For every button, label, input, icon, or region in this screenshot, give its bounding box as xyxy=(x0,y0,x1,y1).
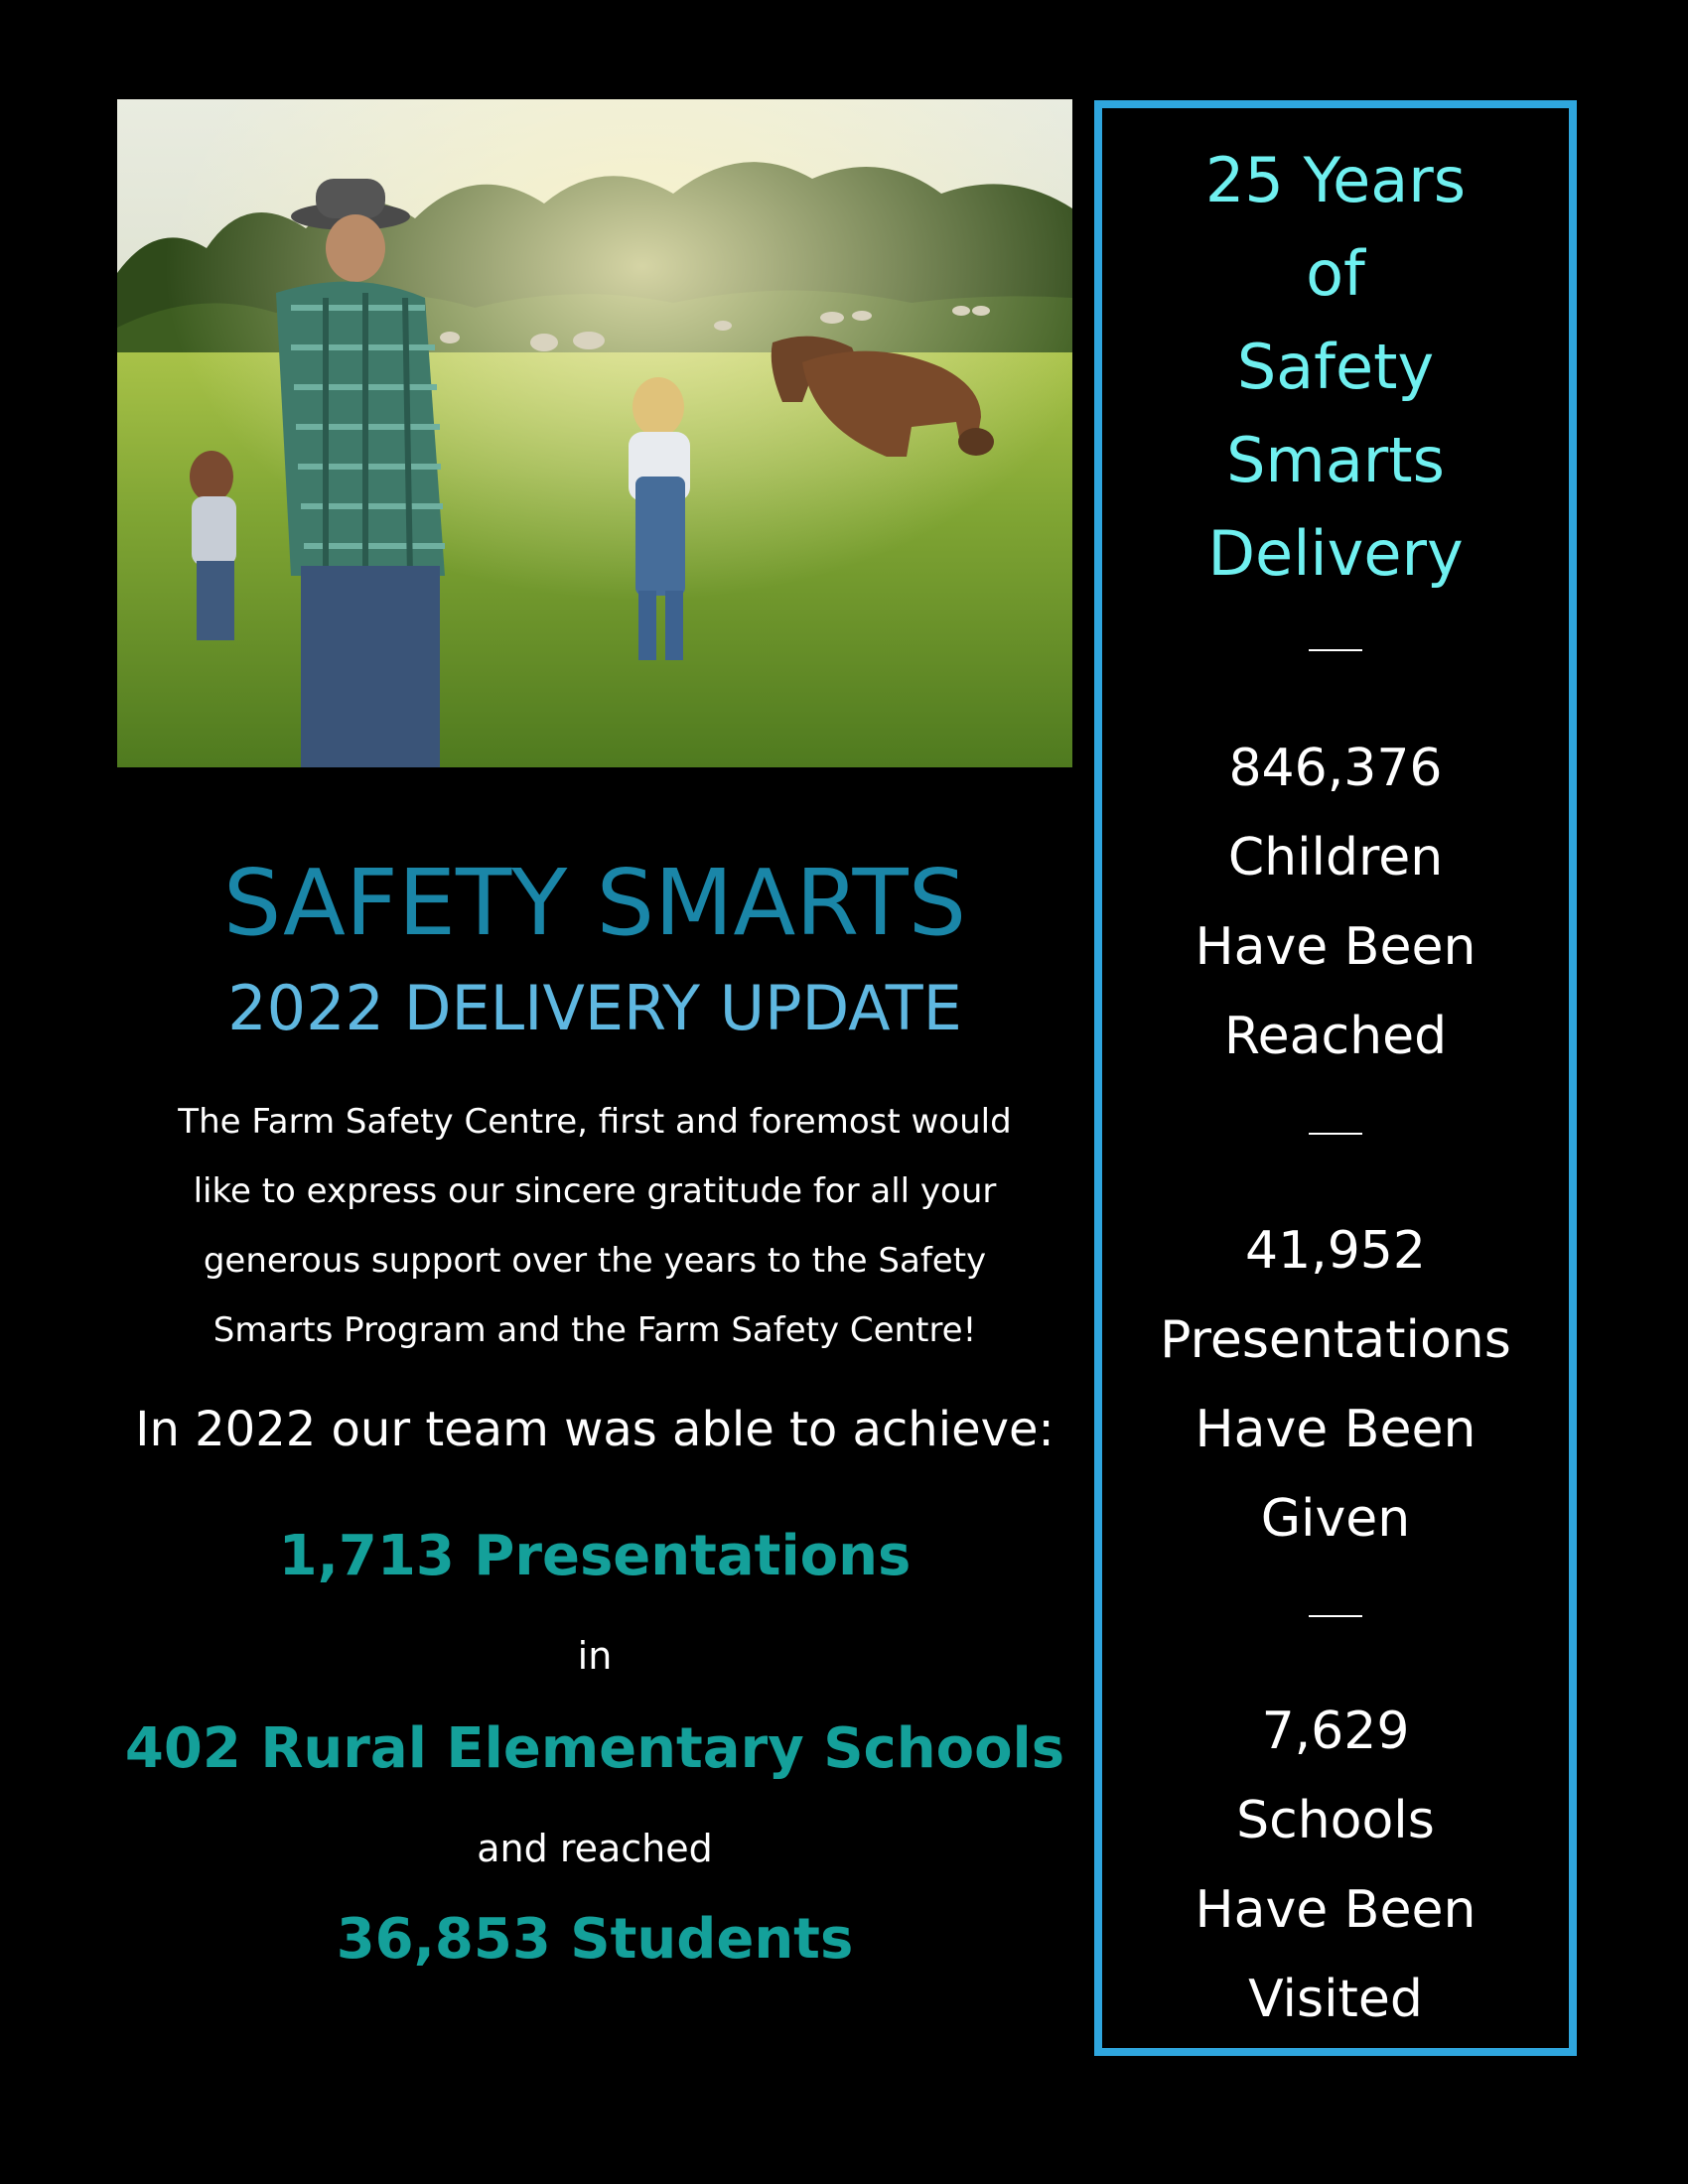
stat-label: Presentations xyxy=(1160,1310,1511,1370)
page-subtitle: 2022 DELIVERY UPDATE xyxy=(227,972,962,1044)
stats-heading-line: Smarts xyxy=(1226,424,1445,496)
stats-heading-line: Delivery xyxy=(1207,517,1464,590)
schools-highlight: 402 Rural Elementary Schools xyxy=(124,1716,1065,1781)
divider xyxy=(1309,649,1362,651)
stat-label: Visited xyxy=(1248,1970,1423,2029)
stat-label: Given xyxy=(1260,1489,1411,1549)
stat-label: Have Been xyxy=(1195,1400,1477,1459)
intro-line: Smarts Program and the Farm Safety Centre! xyxy=(212,1310,977,1350)
divider xyxy=(1309,1615,1362,1617)
stat-label: Have Been xyxy=(1195,1880,1477,1940)
intro-line: generous support over the years to the Safety xyxy=(203,1241,987,1281)
connector-reached: and reached xyxy=(477,1827,713,1870)
page-title: SAFETY SMARTS xyxy=(222,850,967,956)
connector-in: in xyxy=(577,1634,613,1678)
stat-label: Children xyxy=(1227,828,1444,887)
stat-schools xyxy=(1102,1687,1569,2044)
stat-presentations xyxy=(1102,1206,1569,1564)
divider xyxy=(1309,1133,1362,1135)
stats-heading-line: of xyxy=(1306,237,1365,310)
stats-heading-line: 25 Years xyxy=(1204,144,1467,216)
achievement-intro: In 2022 our team was able to achieve: xyxy=(135,1402,1055,1457)
stat-value: 7,629 xyxy=(1261,1702,1410,1761)
stat-label: Have Been xyxy=(1195,917,1477,977)
stat-children xyxy=(1102,724,1569,1081)
farm-photo xyxy=(117,99,1072,767)
stats-panel xyxy=(1094,100,1577,2056)
stat-label: Schools xyxy=(1236,1791,1435,1850)
intro-paragraph xyxy=(137,1087,1053,1365)
stat-value: 41,952 xyxy=(1245,1221,1426,1281)
stats-heading xyxy=(1102,134,1569,601)
stats-heading-line: Safety xyxy=(1236,331,1435,403)
presentations-highlight: 1,713 Presentations xyxy=(278,1524,912,1588)
farm-photo-image xyxy=(117,99,1072,767)
stat-value: 846,376 xyxy=(1228,739,1443,798)
intro-line: The Farm Safety Centre, first and foremost would xyxy=(178,1102,1012,1142)
students-highlight: 36,853 Students xyxy=(336,1907,854,1972)
stat-label: Reached xyxy=(1223,1007,1448,1066)
intro-line: like to express our sincere gratitude for all your xyxy=(193,1171,997,1211)
